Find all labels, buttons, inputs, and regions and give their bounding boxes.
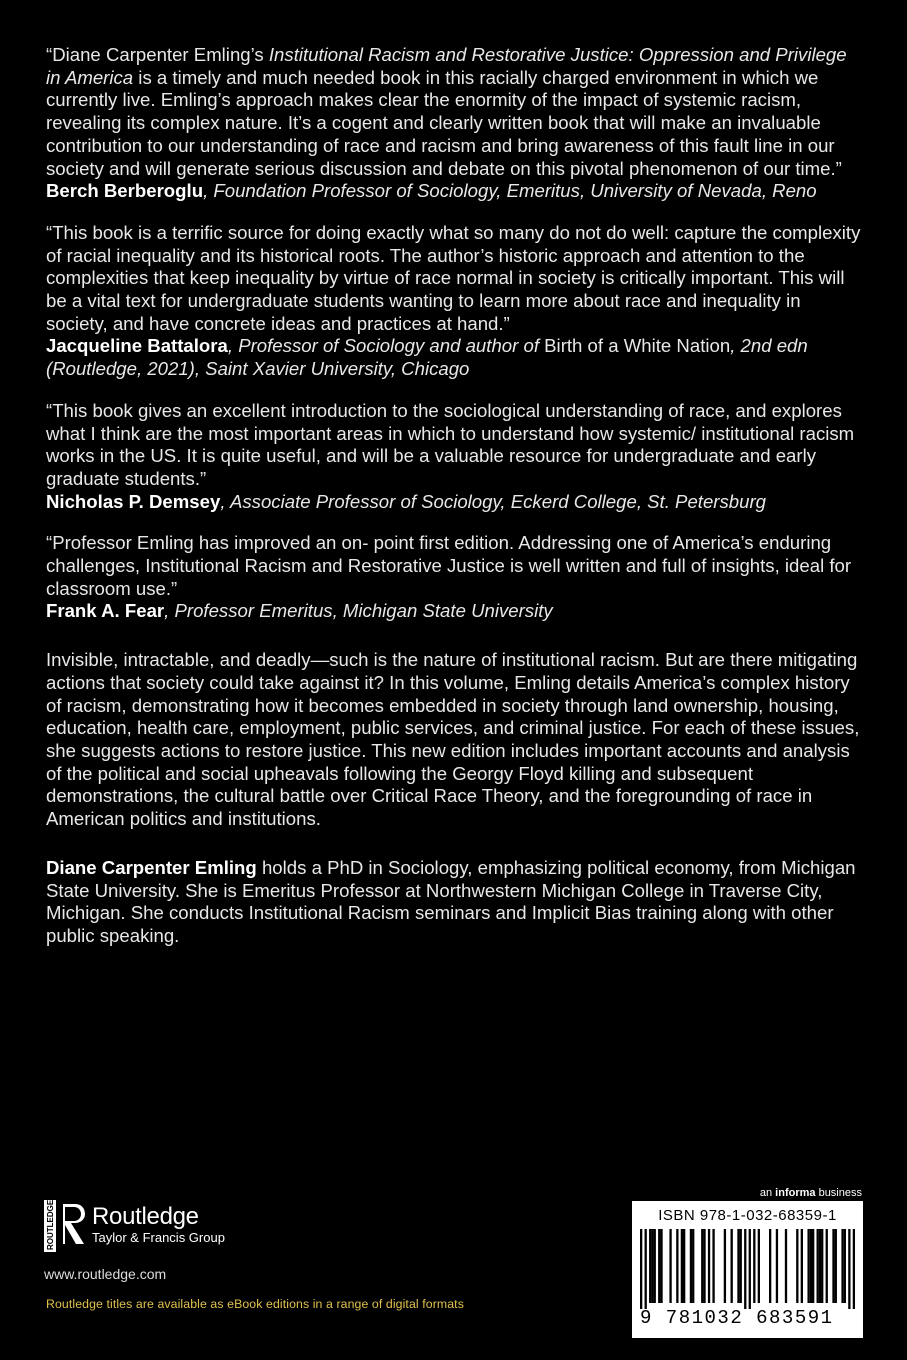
- barcode-bar: [744, 1229, 746, 1309]
- barcode-bar: [676, 1229, 678, 1303]
- barcode-bar: [660, 1229, 662, 1303]
- barcode-bar: [649, 1229, 651, 1303]
- barcode-bar: [703, 1229, 705, 1303]
- publisher-group: Taylor & Francis Group: [92, 1230, 225, 1245]
- barcode-bar: [848, 1229, 850, 1309]
- barcode-bar: [737, 1229, 739, 1303]
- informa-tagline: an informa business: [759, 1187, 862, 1199]
- barcode-bar: [769, 1229, 771, 1303]
- barcode-bar: [731, 1229, 733, 1303]
- endorsement-attribution: Nicholas P. Demsey, Associate Professor of Sociology, Eckerd College, St. Petersburg: [46, 490, 767, 512]
- barcode-bar: [708, 1229, 710, 1303]
- barcode-bar: [640, 1229, 642, 1309]
- barcode-bar: [740, 1229, 742, 1303]
- barcode-bar: [651, 1229, 653, 1303]
- barcode-bar: [669, 1229, 671, 1303]
- book-description: Invisible, intractable, and deadly—such is the nature of institutional racism. But are there mitigating actions that society could take against it? In this volume, Emling details America’s complex history of racism, demonstrating how it becomes embedded in society through land ownership, housing, education, health care, employment, public services, and criminal justice. For each of these issues, she suggests actions to restore justice. This new edition includes important accounts and analysis of the political and social upheavals following the Georgy Floyd killing and subsequent demonstrations, the cultural battle over Critical Race Theory, and the foregrounding of race in American politics and institutions.: [46, 649, 860, 830]
- endorsement-quote: “This book is a terrific source for doing exactly what so many do not do well: capture the complexity of racial inequality and its historical roots. The author’s historic approach and attention to the complexities that keep inequality by virtue of race normal in society is critically important. This will be a vital text for undergraduate students wanting to learn more about race and inequality in society, and have concrete ideas and practices at hand.”: [46, 221, 861, 334]
- endorsement-attribution: Frank A. Fear, Professor Emeritus, Michigan State University: [46, 600, 553, 622]
- barcode-bar: [841, 1229, 843, 1303]
- publisher-block: [44, 1200, 344, 1282]
- routledge-r-icon: [60, 1202, 88, 1246]
- publisher-name: Routledge: [92, 1203, 199, 1230]
- barcode-bar: [749, 1229, 751, 1309]
- barcode-bar: [810, 1229, 812, 1303]
- barcode-bar: [853, 1229, 855, 1309]
- barcode-bar: [690, 1229, 692, 1303]
- endorsement-quote: “Diane Carpenter Emling’s Institutional Racism and Restorative Justice: Oppression and Privilege in America is a timely and much needed book in this racially charged environment in which we currently live. Emling’s approach makes clear the enormity of the impact of systemic racism, revealing its complex nature. It’s a cogent and clearly written book that will make an invaluable contribution to our understanding of race and racism and bring awareness of this fault line in our society and will generate serious discussion and debate on this pivotal phenomenon of our time.”: [46, 44, 847, 179]
- endorsement-3: [46, 400, 864, 514]
- barcode-bar: [826, 1229, 828, 1303]
- barcode-bar: [712, 1229, 714, 1303]
- barcode-bar: [758, 1229, 760, 1303]
- barcode-bar: [753, 1229, 755, 1303]
- back-cover-text: [46, 44, 864, 948]
- endorsement-attribution: Jacqueline Battalora, Professor of Sociology and author of Birth of a White Nation, 2nd edn (Routledge, 2021), Saint Xavier University, Chicago: [46, 335, 808, 380]
- publisher-names: [92, 1204, 225, 1246]
- publisher-url[interactable]: www.routledge.com: [44, 1266, 167, 1282]
- barcode-bar: [692, 1229, 694, 1303]
- barcode-bar: [701, 1229, 703, 1303]
- barcode-bar: [645, 1229, 647, 1309]
- svg-text:ROUTLEDGE: ROUTLEDGE: [46, 1200, 55, 1250]
- barcode-bar: [776, 1229, 778, 1303]
- endorsement-attribution: Berch Berberoglu, Foundation Professor of Sociology, Emeritus, University of Nevada, Reno: [46, 180, 817, 202]
- author-bio: Diane Carpenter Emling holds a PhD in Sociology, emphasizing political economy, from Michigan State University. She is Emeritus Professor at Northwestern Michigan College in Traverse City, Michigan. She conducts Institutional Racism seminars and Implicit Bias training along with other public speaking.: [46, 856, 856, 946]
- barcode-digits: 9 781032 683591: [640, 1307, 834, 1329]
- barcode-bar: [785, 1229, 787, 1303]
- barcode-bar: [817, 1229, 819, 1303]
- endorsement-2: [46, 222, 864, 381]
- barcode-bar: [819, 1229, 821, 1303]
- barcode-bar: [821, 1229, 823, 1303]
- barcode-bar: [683, 1229, 685, 1303]
- ebook-note: Routledge titles are available as eBook editions in a range of digital formats: [46, 1297, 464, 1311]
- isbn-label: ISBN 978-1-032-68359-1: [658, 1207, 837, 1224]
- endorsement-quote: “This book gives an excellent introduction to the sociological understanding of race, and explores what I think are the most important areas in which to understand how systemic/ institutional racism works in the US. It is quite useful, and will be a valuable resource for undergraduate and early graduate students.”: [46, 399, 855, 489]
- barcode-bar: [681, 1229, 683, 1303]
- endorsement-1: [46, 44, 864, 203]
- barcode-bar: [844, 1229, 846, 1303]
- barcode-bars: [640, 1229, 855, 1309]
- isbn-barcode: [632, 1201, 863, 1338]
- barcode-bar: [832, 1229, 834, 1303]
- routledge-vertical-mark-icon: [44, 1200, 56, 1252]
- endorsement-quote: “Professor Emling has improved an on- point first edition. Addressing one of America’s enduring challenges, Institutional Racism and Restorative Justice is well written and full of insights, ideal for classroom use.”: [46, 532, 852, 599]
- barcode-bar: [724, 1229, 726, 1303]
- barcode-bar: [801, 1229, 803, 1303]
- barcode-bar: [654, 1229, 656, 1303]
- barcode-bar: [658, 1229, 660, 1303]
- barcode-bar: [807, 1229, 809, 1303]
- barcode-bar: [835, 1229, 837, 1303]
- endorsement-4: [46, 532, 864, 623]
- barcode-bar: [796, 1229, 798, 1303]
- barcode-bar: [812, 1229, 814, 1303]
- routledge-logo: [44, 1200, 344, 1252]
